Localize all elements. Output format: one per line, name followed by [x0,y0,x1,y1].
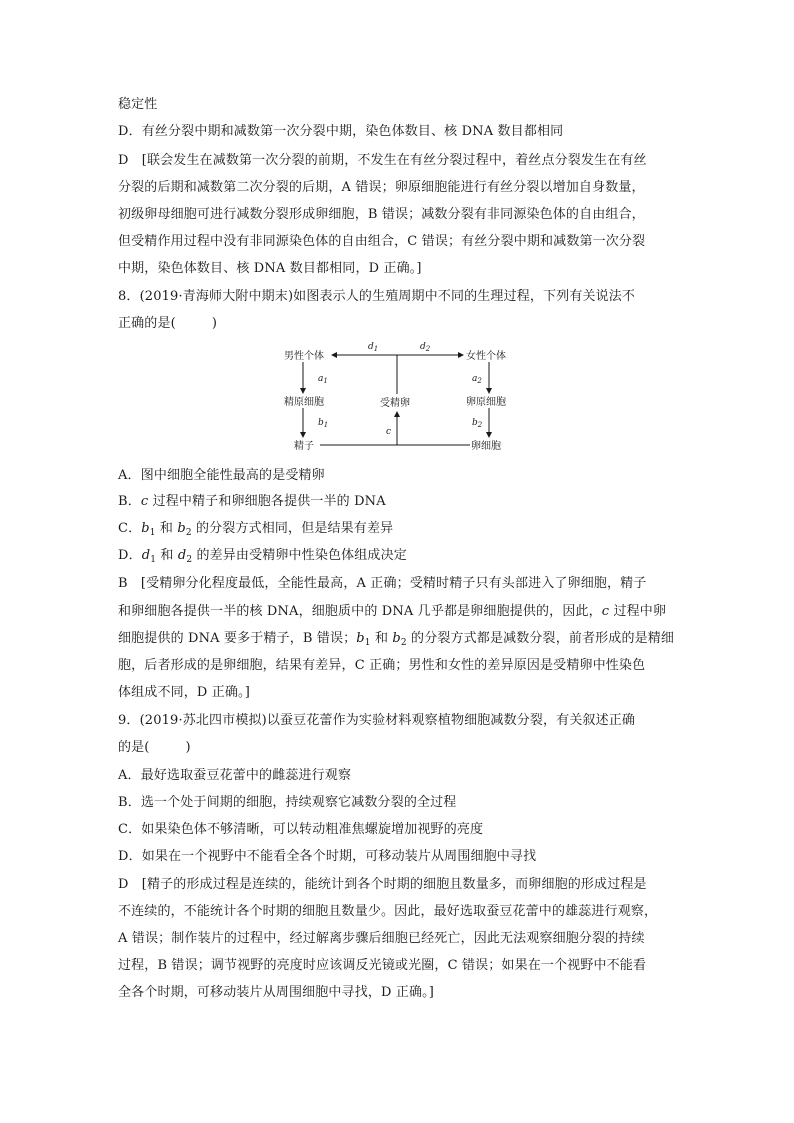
answer-q9-line: 全各个时期，可移动装片从周围细胞中寻找，D 正确。] [118,985,435,1000]
answer-q8-line: 和卵细胞各提供一半的核 DNA，细胞质中的 DNA 几乎都是卵细胞提供的，因此，c 过程中卵 [118,604,667,619]
question-8-stem: 8．(2019·青海师大附中期末)如图表示人的生殖周期中不同的生理过程，下列有关说法不 [118,289,636,304]
answer-q7-line: D [联会发生在减数第一次分裂的前期，不发生在有丝分裂过程中，着丝点分裂发生在有丝 [118,153,647,168]
label-a1: $a_1$ [318,374,328,385]
label-c: c [386,427,392,437]
option-b-q9: B．选一个处于间期的细胞，持续观察它减数分裂的全过程 [118,795,457,810]
node-sperm: 精子 [294,441,314,452]
answer-q8-line: B [受精卵分化程度最低，全能性最高，A 正确；受精时精子只有头部进入了卵细胞，精子 [118,576,647,591]
answer-q8-line: 细胞提供的 DNA 要多于精子，B 错误；$b_1$ 和 $b_2$ 的分裂方式都是减数分裂，前者形成的是精细 [118,631,675,648]
answer-q7-line: 分裂的后期和减数第二次分裂的后期，A 错误；卵原细胞能进行有丝分裂以增加自身数量， [118,180,645,195]
node-male: 男性个体 [284,351,324,362]
answer-q9-line: A 错误；制作装片的过程中，经过解离步骤后细胞已经死亡，因此无法观察细胞分裂的持续 [118,931,645,946]
node-spermatogonium: 精原细胞 [284,397,324,408]
answer-q8-line: 胞，后者形成的是卵细胞，结果有差异，C 正确；男性和女性的差异原因是受精卵中性染色 [118,658,646,673]
option-c-q8: C．$b_1$ 和 $b_2$ 的分裂方式相同，但是结果有差异 [118,521,394,538]
reproduction-cycle-diagram [280,338,520,456]
answer-q9-line: D [精子的形成过程是连续的，能统计到各个时期的细胞且数量多，而卵细胞的形成过程是 [118,877,647,892]
label-b1: $b_1$ [318,418,329,429]
label-a2: $a_2$ [472,374,482,385]
option-b-q8: B．c 过程中精子和卵细胞各提供一半的 DNA [118,494,386,509]
label-d1: $d_1$ [368,342,379,353]
answer-q7-line: 但受精作用过程中没有非同源染色体的自由组合，C 错误；有丝分裂中期和减数第一次分裂 [118,234,646,249]
option-a-q9: A．最好选取蚕豆花蕾中的雌蕊进行观察 [118,768,352,783]
question-8-stem-cont: 正确的是( ) [118,316,218,331]
answer-q7-line: 初级卵母细胞可进行减数分裂形成卵细胞，B 错误；减数分裂有非同源染色体的自由组合， [118,207,645,222]
label-b2: $b_2$ [472,418,483,429]
question-9-stem: 9．(2019·苏北四市模拟)以蚕豆花蕾作为实验材料观察植物细胞减数分裂，有关叙述正确 [118,713,636,728]
answer-q8-line: 体组成不同，D 正确。] [118,685,250,700]
text-line: 稳定性 [118,97,158,112]
option-a-q8: A．图中细胞全能性最高的是受精卵 [118,468,325,483]
node-egg: 卵细胞 [471,441,501,452]
node-female: 女性个体 [466,351,506,362]
answer-q9-line: 不连续的，不能统计各个时期的细胞且数量少。因此，最好选取蚕豆花蕾中的雄蕊进行观察， [118,904,658,919]
option-c-q9: C．如果染色体不够清晰，可以转动粗准焦螺旋增加视野的亮度 [118,822,484,837]
option-d-q9: D．如果在一个视野中不能看全各个时期，可移动装片从周围细胞中寻找 [118,849,537,864]
answer-q9-line: 过程，B 错误；调节视野的亮度时应该调反光镜或光圈，C 错误；如果在一个视野中不能看 [118,958,647,973]
answer-q7-line: 中期，染色体数目、核 DNA 数目都相同，D 正确。] [118,261,422,276]
node-oogonium: 卵原细胞 [466,397,506,408]
question-9-stem-cont: 的是( ) [118,740,191,755]
label-d2: $d_2$ [420,342,431,353]
option-d-q7: D．有丝分裂中期和减数第一次分裂中期，染色体数目、核 DNA 数目都相同 [118,124,564,139]
option-d-q8: D．$d_1$ 和 $d_2$ 的差异由受精卵中性染色体组成决定 [118,548,407,565]
node-zygote: 受精卵 [380,398,410,409]
